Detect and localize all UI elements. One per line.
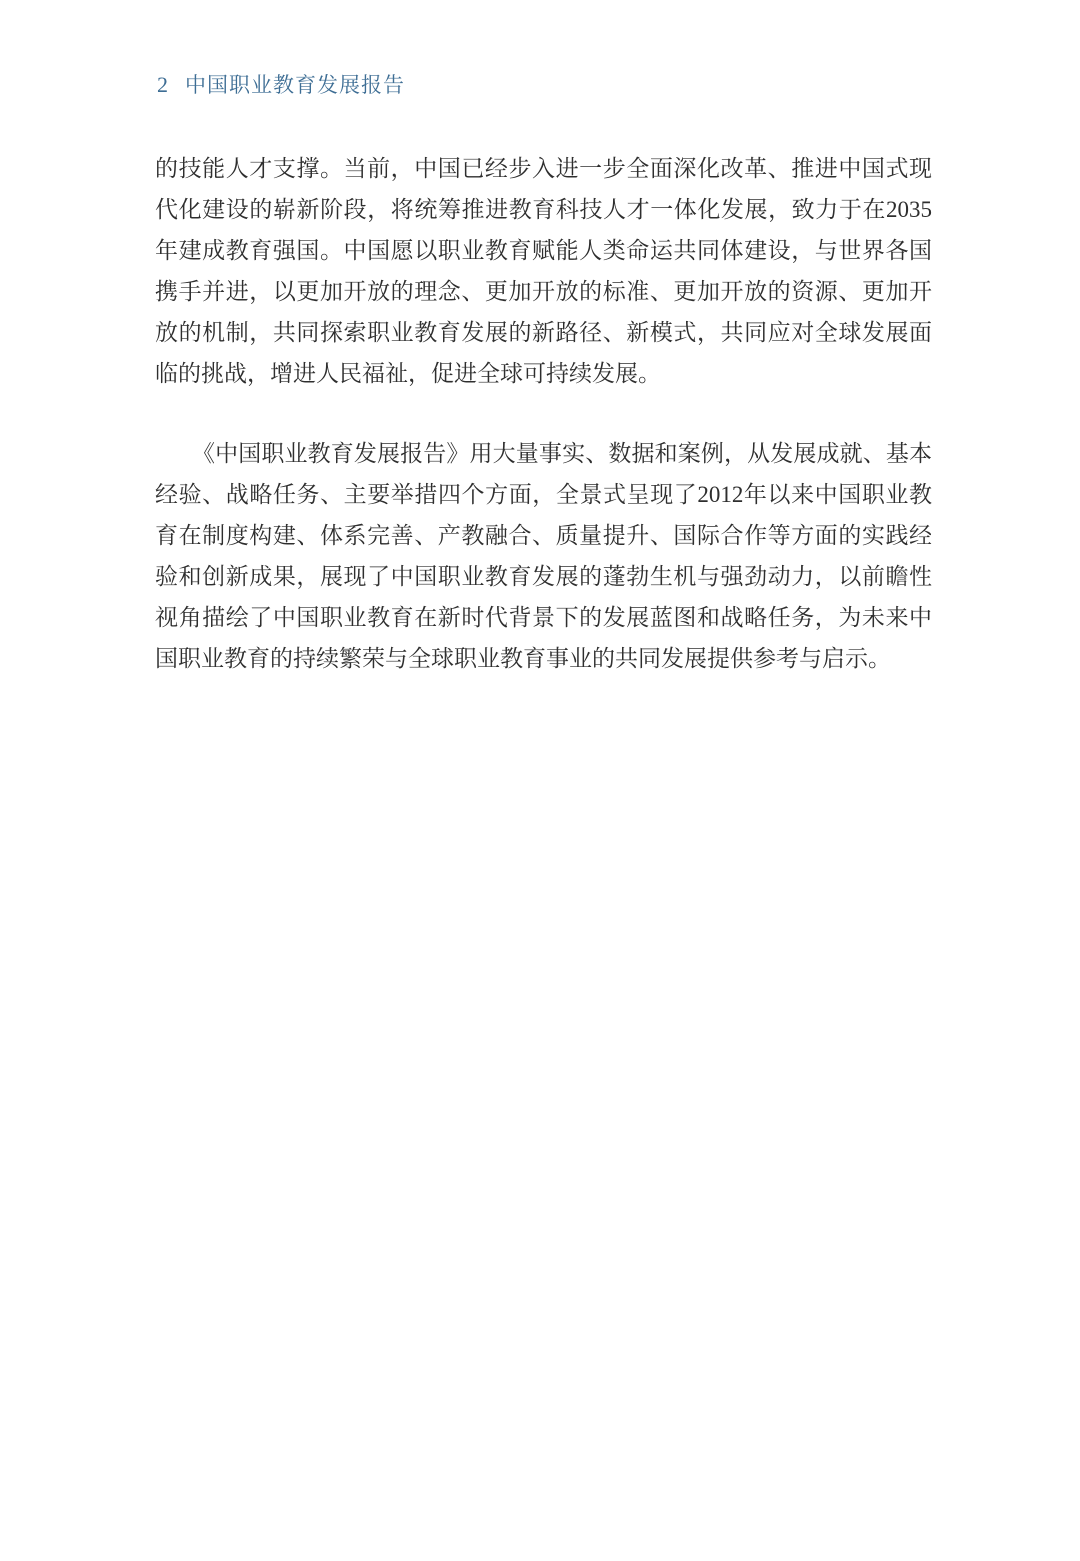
text-line: 国职业教育的持续繁荣与全球职业教育事业的共同发展提供参考与启示。 bbox=[155, 646, 891, 671]
body-text-block bbox=[155, 148, 932, 679]
text-line: 携手并进，以更加开放的理念、更加开放的标准、更加开放的资源、更加开 bbox=[155, 279, 932, 304]
text-line: 放的机制，共同探索职业教育发展的新路径、新模式，共同应对全球发展面 bbox=[155, 320, 932, 345]
text-line: 育在制度构建、体系完善、产教融合、质量提升、国际合作等方面的实践经 bbox=[155, 523, 932, 548]
text-line: 临的挑战，增进人民福祉，促进全球可持续发展。 bbox=[155, 361, 661, 386]
text-line: 的技能人才支撑。当前，中国已经步入进一步全面深化改革、推进中国式现 bbox=[155, 156, 932, 181]
text-line: 代化建设的崭新阶段，将统筹推进教育科技人才一体化发展，致力于在2035 bbox=[155, 197, 932, 222]
running-header bbox=[157, 70, 405, 100]
paragraph-2 bbox=[155, 433, 932, 679]
text-line: 视角描绘了中国职业教育在新时代背景下的发展蓝图和战略任务，为未来中 bbox=[155, 605, 932, 630]
text-line: 经验、战略任务、主要举措四个方面，全景式呈现了2012年以来中国职业教 bbox=[155, 482, 932, 507]
text-line: 年建成教育强国。中国愿以职业教育赋能人类命运共同体建设，与世界各国 bbox=[155, 238, 932, 263]
book-title: 中国职业教育发展报告 bbox=[185, 73, 405, 97]
paragraph-1 bbox=[155, 148, 932, 394]
text-line: 《中国职业教育发展报告》用大量事实、数据和案例，从发展成就、基本 bbox=[192, 441, 932, 466]
page-number: 2 bbox=[157, 72, 168, 97]
text-line: 验和创新成果，展现了中国职业教育发展的蓬勃生机与强劲动力，以前瞻性 bbox=[155, 564, 932, 589]
